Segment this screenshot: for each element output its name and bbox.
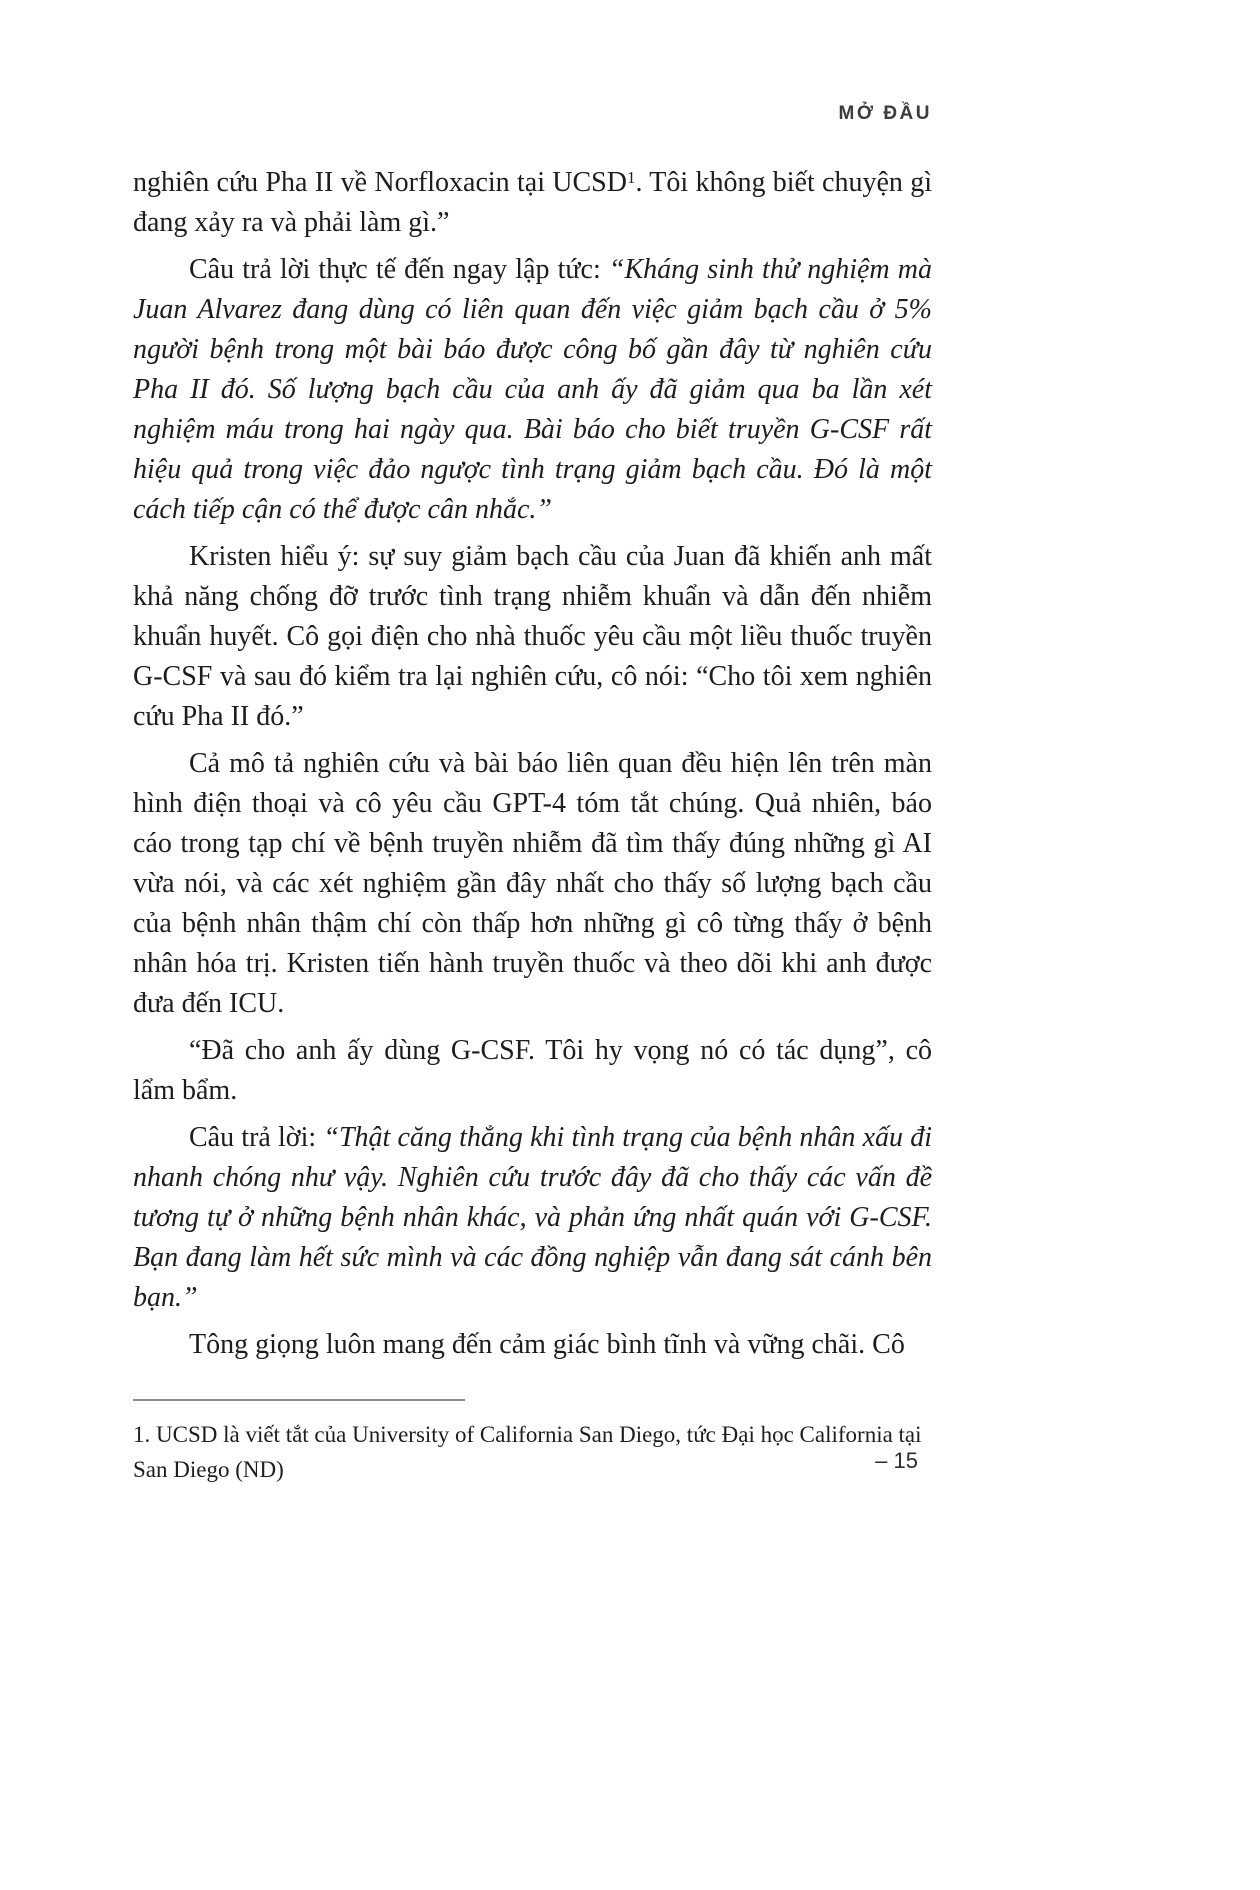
page-number: – 15 (875, 1448, 918, 1473)
paragraph-text: Tông giọng luôn mang đến cảm giác bình tĩnh và vững chãi. Cô (189, 1329, 905, 1360)
paragraph-text: Kristen hiểu ý: sự suy giảm bạch cầu của Juan đã khiến anh mất khả năng chống đỡ trước tình trạng nhiễm khuẩn và dẫn đến nhiễm khuẩn huyết. Cô gọi điện cho nhà thuốc yêu cầu một liều thuốc truyền G-CSF và sau đó kiểm tra lại nghiên cứu, cô nói: “Cho tôi xem nghiên cứu Pha II đó.” (133, 541, 932, 732)
paragraph (133, 537, 932, 737)
page-body (133, 163, 932, 1365)
footnote-reference: 1 (626, 168, 636, 188)
paragraph (133, 163, 932, 243)
paragraph-text: nghiên cứu Pha II về Norfloxacin tại UCSD (133, 167, 627, 198)
paragraph-text: . Tôi không biết chuyện gì đang xảy ra và phải làm gì.” (133, 167, 932, 238)
footnote-area (133, 1399, 932, 1487)
paragraph-text: Câu trả lời thực tế đến ngay lập tức: (189, 254, 609, 285)
footnote-text: 1. UCSD là viết tắt của University of California San Diego, tức Đại học California tại San Diego (ND) (133, 1422, 922, 1482)
quote-text: “Kháng sinh thử nghiệm mà Juan Alvarez đang dùng có liên quan đến việc giảm bạch cầu ở 5% người bệnh trong một bài báo được công bố gần đây từ nghiên cứu Pha II đó. Số lượng bạch cầu của anh ấy đã giảm qua ba lần xét nghiệm máu trong hai ngày qua. Bài báo cho biết truyền G-CSF rất hiệu quả trong việc đảo ngược tình trạng giảm bạch cầu. Đó là một cách tiếp cận có thể được cân nhắc.” (133, 254, 932, 525)
paragraph (133, 1325, 932, 1365)
paragraph-text: Câu trả lời: (189, 1122, 324, 1153)
quote-text: “Thật căng thẳng khi tình trạng của bệnh nhân xấu đi nhanh chóng như vậy. Nghiên cứu trước đây đã cho thấy các vấn đề tương tự ở những bệnh nhân khác, và phản ứng nhất quán với G-CSF. Bạn đang làm hết sức mình và các đồng nghiệp vẫn đang sát cánh bên bạn.” (133, 1122, 932, 1313)
paragraph (133, 1031, 932, 1111)
paragraph (133, 1118, 932, 1318)
footnote-divider (133, 1399, 465, 1401)
chapter-title: MỞ ĐẦU (838, 103, 932, 124)
paragraph-text: Cả mô tả nghiên cứu và bài báo liên quan đều hiện lên trên màn hình điện thoại và cô yêu cầu GPT-4 tóm tắt chúng. Quả nhiên, báo cáo trong tạp chí về bệnh truyền nhiễm đã tìm thấy đúng những gì AI vừa nói, và các xét nghiệm gần đây nhất cho thấy số lượng bạch cầu của bệnh nhân thậm chí còn thấp hơn những gì cô từng thấy ở bệnh nhân hóa trị. Kristen tiến hành truyền thuốc và theo dõi khi anh được đưa đến ICU. (133, 748, 932, 1019)
paragraph (133, 250, 932, 530)
running-header (133, 103, 932, 125)
paragraph (133, 744, 932, 1024)
paragraph-text: “Đã cho anh ấy dùng G-CSF. Tôi hy vọng nó có tác dụng”, cô lẩm bẩm. (133, 1035, 932, 1106)
